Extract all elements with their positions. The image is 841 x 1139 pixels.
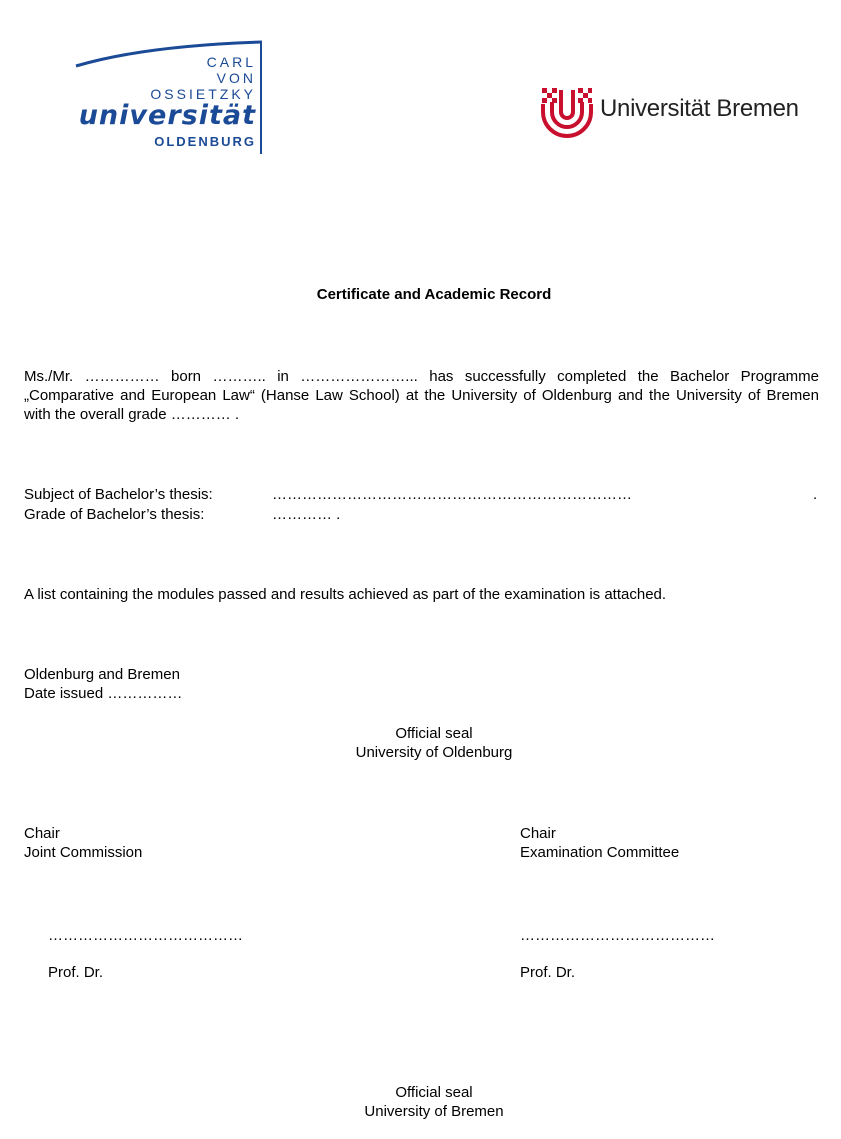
left-signatory-role2: Joint Commission <box>24 844 143 861</box>
seal-oldenburg-line2: University of Oldenburg <box>355 744 513 761</box>
left-signatory-role1: Chair <box>24 825 60 842</box>
bremen-logo <box>540 86 820 138</box>
oldenburg-logo-line-von: VON <box>216 70 256 86</box>
thesis-subject-value: ……………………………………………………………… <box>272 486 632 503</box>
thesis-grade-value: ………… . <box>272 506 341 523</box>
date-issued: Date issued …………… <box>24 685 183 702</box>
bremen-logo-mark-icon <box>540 86 594 138</box>
seal-bremen-line1: Official seal <box>395 1084 473 1101</box>
thesis-subject-label: Subject of Bachelor’s thesis: <box>24 486 213 503</box>
left-signature-line: ………………………………… <box>48 927 243 944</box>
right-signatory-role2: Examination Committee <box>520 844 680 861</box>
thesis-grade-label: Grade of Bachelor’s thesis: <box>24 506 205 523</box>
oldenburg-logo-line-carl: CARL <box>206 54 256 70</box>
right-signatory-role1: Chair <box>520 825 556 842</box>
intro-paragraph: Ms./Mr. …………… born ……….. in …………………... has successfully completed the Bachelor Programme „Comparative and European Law“ (Hanse Law School) at the University of Oldenburg and the University of Bremen with the overall grade ………… . <box>24 368 819 423</box>
oldenburg-logo-university: universität <box>78 100 256 131</box>
modules-note: A list containing the modules passed and results achieved as part of the examination is attached. <box>24 586 667 603</box>
document-title: Certificate and Academic Record <box>316 286 552 303</box>
left-signatory-name: Prof. Dr. <box>48 964 104 981</box>
right-signatory-name: Prof. Dr. <box>520 964 576 981</box>
oldenburg-logo-city: OLDENBURG <box>154 134 256 149</box>
place: Oldenburg and Bremen <box>24 666 180 683</box>
thesis-subject-end: . <box>813 486 818 503</box>
seal-bremen-line2: University of Bremen <box>364 1103 504 1120</box>
oldenburg-logo-line-ossietzky: OSSIETZKY <box>150 86 256 102</box>
bremen-logo-name: Universität Bremen <box>600 95 799 122</box>
right-signature-line: ………………………………… <box>520 927 715 944</box>
seal-oldenburg-line1: Official seal <box>395 725 473 742</box>
oldenburg-logo <box>70 38 270 158</box>
